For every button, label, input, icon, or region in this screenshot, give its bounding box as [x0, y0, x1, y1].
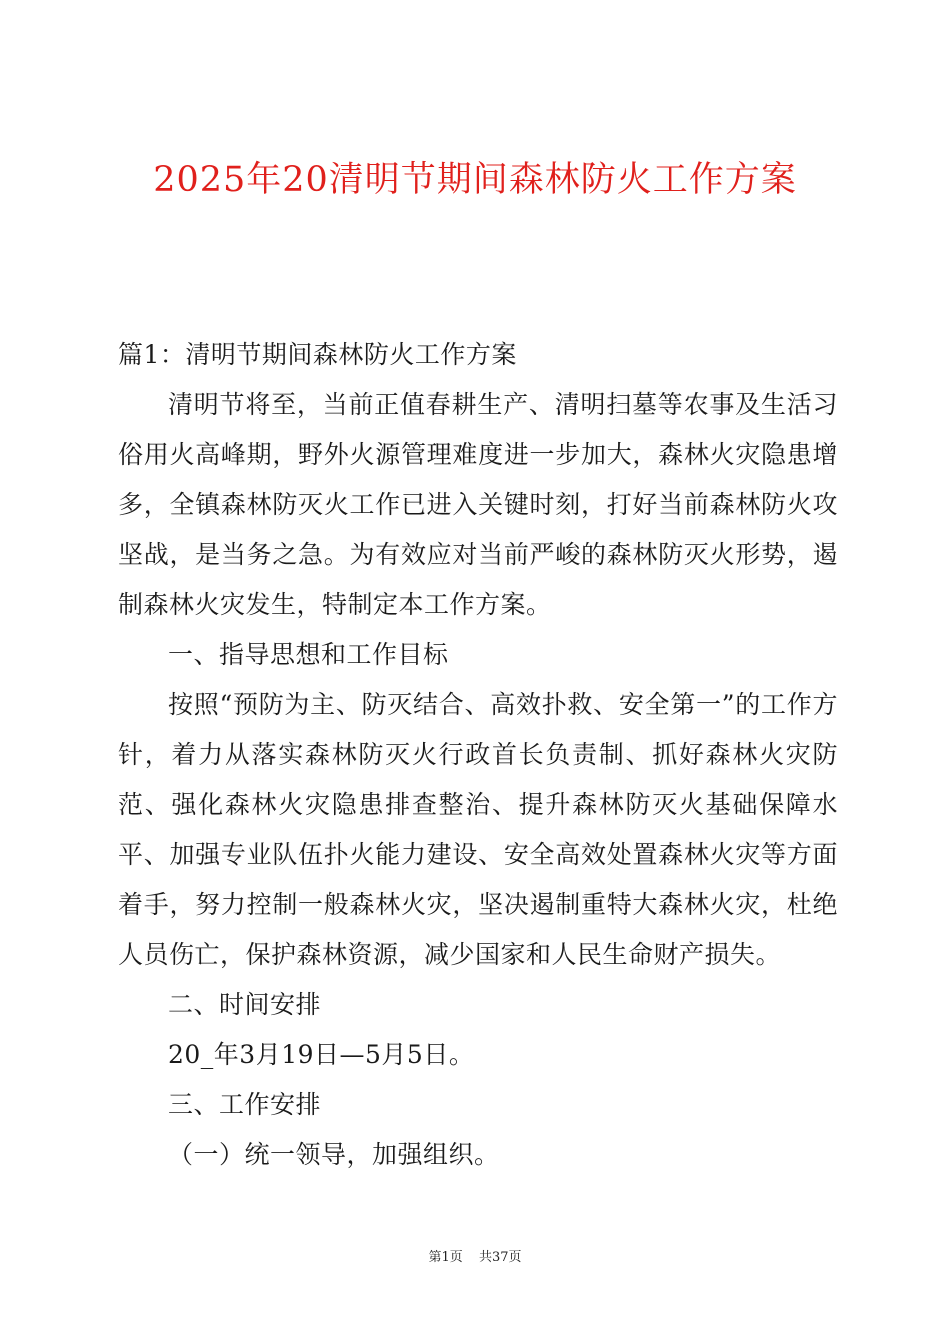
page-total: 共37页 — [478, 1250, 522, 1265]
section2-heading: 二、时间安排 — [168, 990, 322, 1019]
section1-paragraph: 按照“预防为主、防灭结合、高效扑救、安全第一”的工作方针，着力从落实森林防灭火行政首长负责制、抓好森林火灾防范、强化森林火灾隐患排查整治、提升森林防灭火基础保障水平、加强专业队伍扑火能力建设、安全高效处置森林火灾等方面着手，努力控制一般森林火灾，坚决遏制重特大森林火灾，杜绝人员伤亡，保护森林资源，减少国家和人民生命财产损失。 — [118, 690, 838, 969]
intro-paragraph: 清明节将至，当前正值春耕生产、清明扫墓等农事及生活习俗用火高峰期，野外火源管理难度进一步加大，森林火灾隐患增多，全镇森林防灭火工作已进入关键时刻，打好当前森林防火攻坚战，是当务之急。为有效应对当前严峻的森林防灭火形势，遏制森林火灾发生，特制定本工作方案。 — [118, 390, 838, 619]
page-number: 第1页 — [428, 1250, 463, 1265]
document-body — [118, 330, 838, 1180]
page-footer — [0, 1248, 950, 1268]
section3-heading: 三、工作安排 — [168, 1090, 322, 1119]
chapter-heading: 篇1：清明节期间森林防火工作方案 — [118, 340, 517, 369]
document-title: 2025年20清明节期间森林防火工作方案 — [153, 160, 797, 200]
section2-text: 20_年3月19日—5月5日。 — [168, 1040, 475, 1069]
section1-heading: 一、指导思想和工作目标 — [168, 640, 449, 669]
section3-sub1: （一）统一领导，加强组织。 — [168, 1140, 500, 1169]
